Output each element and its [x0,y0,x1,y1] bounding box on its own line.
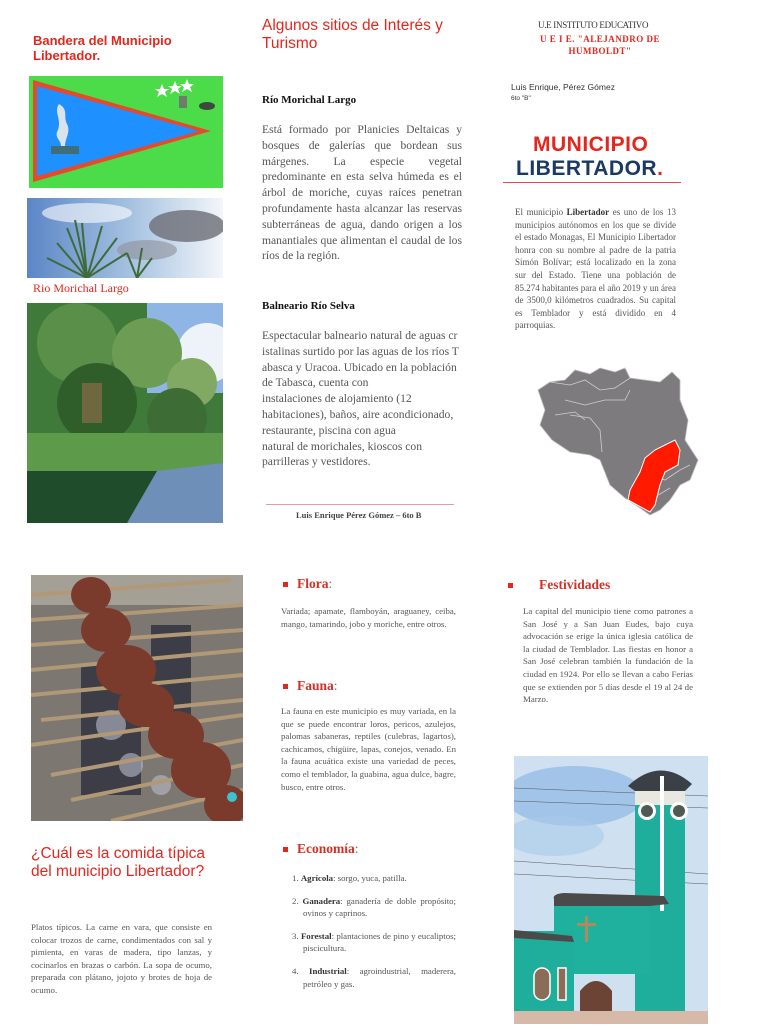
cover-title-line2: LIBERTADOR. [516,157,664,180]
site2-heading: Balneario Río Selva [262,300,355,312]
flora-text: Variada; apamate, flamboyán, araguaney, ceiba, mango, tamarindo, jobo y moriche, entre otros. [281,606,456,629]
bullet-icon [283,684,288,689]
municipality-flag [29,76,223,188]
sites-title: Algunos sitios de Interés y Turismo [262,17,443,52]
cover-title-line1: MUNICIPIO [533,133,649,156]
economia-heading: Economía: [283,841,359,857]
moriche-palm-photo [27,198,223,278]
economy-list [288,872,456,1000]
fauna-heading: Fauna: [283,678,338,694]
photo-caption: Rio Morichal Largo [33,281,129,295]
school-name: U.E INSTITUTO EDUCATIVO [538,20,649,30]
church-photo [514,756,708,1024]
fauna-text: La fauna en este municipio es muy variada, en la que se puede encontrar loros, pericos, azulejos, palomas sabaneras, reptiles (culebras, lagartos), cachicamos, chigüire, lapas, conejos, venado. En la fauna acuática existe una variedad de peces, como el temblador, la guabina, agua dulce, bagre, busco, entre otros. [281,706,456,792]
economy-item: 4. Industrial: agroindustrial, maderera, petróleo y gas. [292,965,456,989]
economy-item: 3. Forestal: plantaciones de pino y eucaliptos; piscicultura. [292,930,457,954]
river-jungle-photo [27,303,223,523]
signature-divider [266,504,454,505]
cover-divider [503,182,681,183]
site1-text: Está formado por Planicies Deltaicas y bosques de galerías que bordean sus márgenes. La especie vegetal predominante en esta selva húmeda es el árbol de moriche, cuyas raíces penetran profundamente hasta alcanzar las reservas subterráneas de agua, dando origen a los manantiales que alimentan el caudal de los ríos de la región. [262,123,462,263]
signature: Luis Enrique Pérez Gómez – 6to B [296,510,422,520]
festividades-text: La capital del municipio tiene como patrones a San José y a San Juan Eudes, bajo cuya advocación se erige la única iglesia católica de la ciudad de Temblador. Las fiestas en honor a San José celebran también la fundación de la ciudad en 1924. Por ello se llevan a cabo Ferias que se extienden por 5 días desde el 19 al 24 de Marzo. [523,606,693,705]
site1-heading: Río Morichal Largo [262,94,357,106]
watermark-icon [227,792,237,802]
economy-item: 2. Ganadera: ganadería de doble propósito; ovinos y caprinos. [292,895,456,919]
monagas-map [530,360,700,520]
flag-title: Bandera del Municipio Libertador. [33,33,172,63]
flora-heading: Flora: [283,576,332,592]
bullet-icon [283,582,288,587]
flag-image [29,76,223,188]
carne-en-vara-photo [31,575,243,821]
food-question: ¿Cuál es la comida típica del municipio Libertador? [31,845,206,880]
bullet-icon [508,583,513,588]
economy-item: 1. Agrícola: sorgo, yuca, patilla. [292,873,407,883]
bullet-icon [283,847,288,852]
food-text: Platos típicos. La carne en vara, que consiste en colocar trozos de carne, condimentados con sal y pimienta, en varas de madera, tipo lanzas, y cocinarlos en brazas o carbón. La sopa de ocumo, preparada con plátano, jojoto y brotes de hoja de ocumo. [31,922,212,995]
festividades-heading: Festividades [508,577,610,593]
grade: 6to "B" [511,95,531,102]
municipality-description: El municipio Libertador es uno de los 13 municipios autónomos en los que se divide el estado Monagas, El Municipio Libertador honra con su nombre al padre de la patria Simón Bolívar; está localizado en la zona sur del Estado. Tiene una población de 85.274 habitantes para el año 2019 y un área de 3500,0 kilómetros cuadrados. Su capital es Temblador y está dividido en 4 parroquias. [515,207,676,331]
author-name: Luis Enrique, Pérez Gómez [511,82,615,92]
site2-text: Espectacular balneario natural de aguas cr istalinas surtido por las aguas de los ríos T abasca y Uracoa. Ubicado en la población de Tabasca, cuenta con instalaciones de alojamiento (12 habitaciones), baños, aire acondicionado, restaurante, piscina con agua natural de morichales, kioscos con parrilleras y vestidores. [262,329,459,469]
school-subtitle: U E I E. "ALEJANDRO DE HUMBOLDT" [539,34,660,56]
